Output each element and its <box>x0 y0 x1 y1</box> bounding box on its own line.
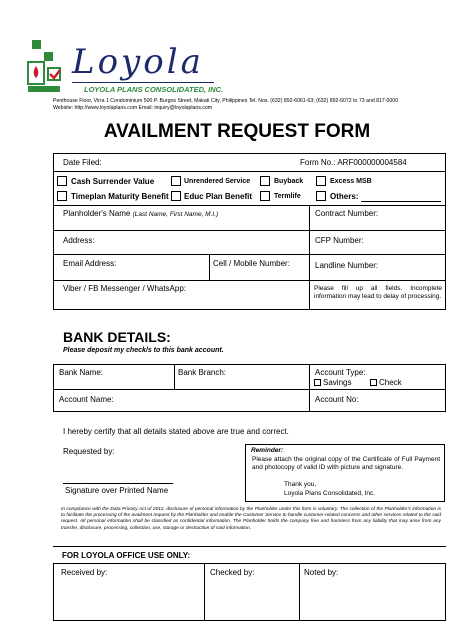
col-divider <box>309 364 310 412</box>
landline-field[interactable]: Landline Number: <box>315 261 379 270</box>
office-heading: FOR LOYOLA OFFICE USE ONLY: <box>62 551 191 560</box>
savings-label: Savings <box>323 378 352 387</box>
check-checkbox[interactable] <box>370 379 377 386</box>
col-divider <box>204 563 205 621</box>
reminder-title: Reminder: <box>251 447 284 454</box>
company-name: LOYOLA PLANS CONSOLIDATED, INC. <box>84 85 224 94</box>
account-name-field[interactable]: Account Name: <box>59 395 114 404</box>
row-divider <box>53 230 446 231</box>
form-number: Form No.: ARF000000004584 <box>300 158 407 167</box>
planholder-name-hint: (Last Name, First Name, M.I.) <box>132 211 219 218</box>
email-field[interactable]: Email Address: <box>63 259 117 268</box>
office-divider <box>53 546 446 547</box>
row-divider <box>53 254 446 255</box>
brand-underline <box>72 82 214 83</box>
bank-branch-field[interactable]: Bank Branch: <box>178 368 227 377</box>
company-logo <box>22 38 74 100</box>
requested-by-label: Requested by: <box>63 447 115 456</box>
cfp-number-field[interactable]: CFP Number: <box>315 236 364 245</box>
certify-statement: I hereby certify that all details stated above are true and correct. <box>63 427 289 436</box>
unrendered-service-checkbox[interactable] <box>171 176 181 186</box>
form-title: AVAILMENT REQUEST FORM <box>103 121 371 142</box>
brand-name: Loyola <box>72 42 204 82</box>
privacy-notice: In compliance with the Data Privacy Act of 2012, disclosure of personal information by the Planholder under this form is voluntary. The collection of the Planholder's information is to facilitate the processing of the availment request by the Planholder and enable the Customer Service to handle customer-related concerns and other services related to the said request. All personal information shall be classified as confidential information. The Planholder holds the company free and harmless from any liability that may arise from any transfer, disclosure, processing, collection, use, storage or destruction of said information. <box>61 507 441 531</box>
planholder-name-label: Planholder's Name <box>63 209 131 218</box>
others-label: Others: <box>330 192 359 201</box>
row-divider <box>53 389 446 390</box>
check-label: Check <box>379 378 402 387</box>
buyback-label: Buyback <box>274 178 304 185</box>
reminder-body: Please attach the original copy of the Certificate of Full Payment and photocopy of valid ID with picture and signature. <box>252 456 440 471</box>
termlife-checkbox[interactable] <box>260 191 270 201</box>
reminder-thanks: Thank you, <box>284 481 317 488</box>
signature-label: Signature over Printed Name <box>65 486 169 495</box>
educ-plan-label: Educ Plan Benefit <box>184 192 253 201</box>
date-filed-label: Date Filed: <box>63 158 102 167</box>
timeplan-checkbox[interactable] <box>57 191 67 201</box>
cash-surrender-label: Cash Surrender Value <box>71 177 155 186</box>
savings-checkbox[interactable] <box>314 379 321 386</box>
signature-line[interactable] <box>63 483 173 484</box>
unrendered-service-label: Unrendered Service <box>184 178 251 185</box>
termlife-label: Termlife <box>274 193 301 200</box>
others-checkbox[interactable] <box>316 191 326 201</box>
cash-surrender-checkbox[interactable] <box>57 176 67 186</box>
account-type-label: Account Type: <box>315 368 366 377</box>
row-divider <box>53 171 446 172</box>
noted-by-field[interactable]: Noted by: <box>304 568 339 577</box>
row-divider <box>53 280 446 281</box>
row-divider <box>53 205 446 206</box>
educ-plan-checkbox[interactable] <box>171 191 181 201</box>
col-divider <box>309 205 310 310</box>
logo-emblem-icon <box>22 38 74 100</box>
bank-subheading: Please deposit my check/s to this bank account. <box>63 347 224 354</box>
company-address: Penthouse Floor, Virra 1 Condominium 500 P. Burgos Street, Makati City, Philippines Tel. Nos. (632) 892-6061-63; (632) 892-6072 to 73 and 817-0000 <box>53 98 399 104</box>
viber-field[interactable]: Viber / FB Messenger / WhatsApp: <box>63 284 187 293</box>
received-by-field[interactable]: Received by: <box>61 568 108 577</box>
fill-note: Please fill up all fields. Incomplete information may lead to delay of processing. <box>314 285 442 300</box>
col-divider <box>174 364 175 389</box>
others-blank[interactable] <box>361 201 441 202</box>
bank-heading: BANK DETAILS: <box>63 329 171 345</box>
timeplan-label: Timeplan Maturity Benefit <box>71 192 169 201</box>
account-number-field[interactable]: Account No: <box>315 395 359 404</box>
bank-section <box>53 364 446 412</box>
contract-number-field[interactable]: Contract Number: <box>315 209 379 218</box>
buyback-checkbox[interactable] <box>260 176 270 186</box>
excess-msb-label: Excess MSB <box>330 178 372 185</box>
reminder-company: Loyola Plans Consolidated, Inc. <box>284 490 376 497</box>
col-divider <box>209 254 210 280</box>
company-website: Website: http://www.loyolaplans.com Email: inquiry@loyolaplans.com <box>53 105 213 111</box>
col-divider <box>299 563 300 621</box>
checked-by-field[interactable]: Checked by: <box>210 568 255 577</box>
address-field[interactable]: Address: <box>63 236 95 245</box>
cell-number-field[interactable]: Cell / Mobile Number: <box>213 259 290 268</box>
planholder-name-field[interactable] <box>63 210 218 219</box>
bank-name-field[interactable]: Bank Name: <box>59 368 104 377</box>
excess-msb-checkbox[interactable] <box>316 176 326 186</box>
